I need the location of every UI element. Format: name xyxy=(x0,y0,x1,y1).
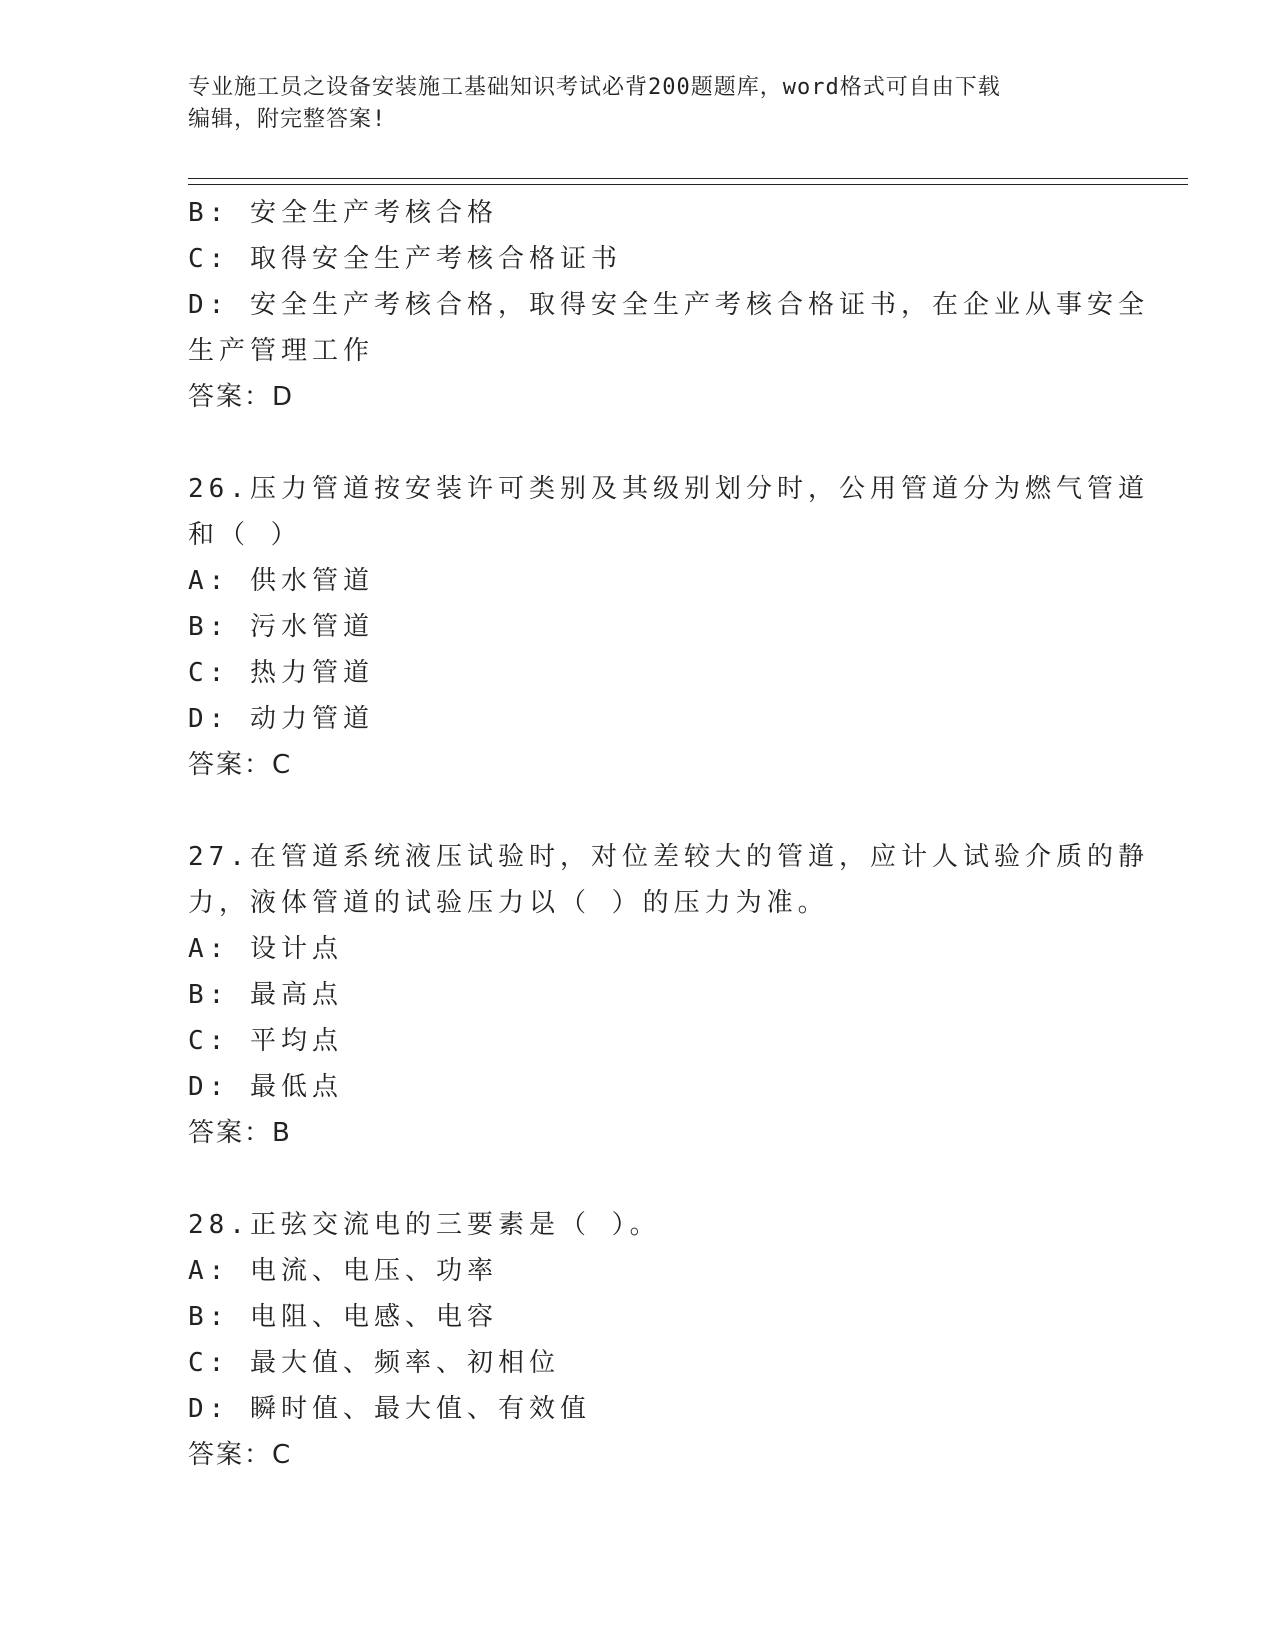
question-stem: 26.压力管道按安装许可类别及其级别划分时，公用管道分为燃气管道 xyxy=(188,474,1149,504)
answer: 答案：B xyxy=(188,1118,292,1148)
header-divider-bottom xyxy=(188,184,1188,185)
option-c: C: 最大值、频率、初相位 xyxy=(188,1348,560,1378)
question-27 xyxy=(188,834,1149,1156)
option-c: C: 热力管道 xyxy=(188,658,374,688)
option-a: A: 设计点 xyxy=(188,934,343,964)
answer: 答案：D xyxy=(188,382,295,412)
header-title-line-2: 编辑，附完整答案! xyxy=(188,107,387,132)
question-25-continued xyxy=(188,190,1149,420)
option-d: D: 安全生产考核合格，取得安全生产考核合格证书，在企业从事安全 xyxy=(188,290,1149,320)
question-stem: 27.在管道系统液压试验时，对位差较大的管道，应计人试验介质的静 xyxy=(188,842,1149,872)
question-28 xyxy=(188,1202,1078,1478)
option-c: C: 取得安全生产考核合格证书 xyxy=(188,244,622,274)
option-d: D: 动力管道 xyxy=(188,704,374,734)
option-b: B: 污水管道 xyxy=(188,612,374,642)
option-a: A: 供水管道 xyxy=(188,566,374,596)
header-divider-top xyxy=(188,178,1188,179)
header-title-line-1: 专业施工员之设备安装施工基础知识考试必背200题题库，word格式可自由下载 xyxy=(188,75,1001,100)
question-stem-continued: 力，液体管道的试验压力以（ ）的压力为准。 xyxy=(188,888,829,918)
document-header xyxy=(188,72,1088,136)
option-b: B: 电阻、电感、电容 xyxy=(188,1302,498,1332)
question-stem: 28.正弦交流电的三要素是（ ）。 xyxy=(188,1210,661,1240)
option-b: B: 安全生产考核合格 xyxy=(188,198,498,228)
question-list xyxy=(188,190,1149,1478)
option-a: A: 电流、电压、功率 xyxy=(188,1256,498,1286)
option-b: B: 最高点 xyxy=(188,980,343,1010)
option-d: D: 最低点 xyxy=(188,1072,343,1102)
question-stem-continued: 和（ ） xyxy=(188,520,302,550)
option-c: C: 平均点 xyxy=(188,1026,343,1056)
question-26 xyxy=(188,466,1149,788)
option-d: D: 瞬时值、最大值、有效值 xyxy=(188,1394,591,1424)
answer: 答案：C xyxy=(188,750,293,780)
option-d-continued: 生产管理工作 xyxy=(188,336,375,366)
answer: 答案：C xyxy=(188,1440,293,1470)
